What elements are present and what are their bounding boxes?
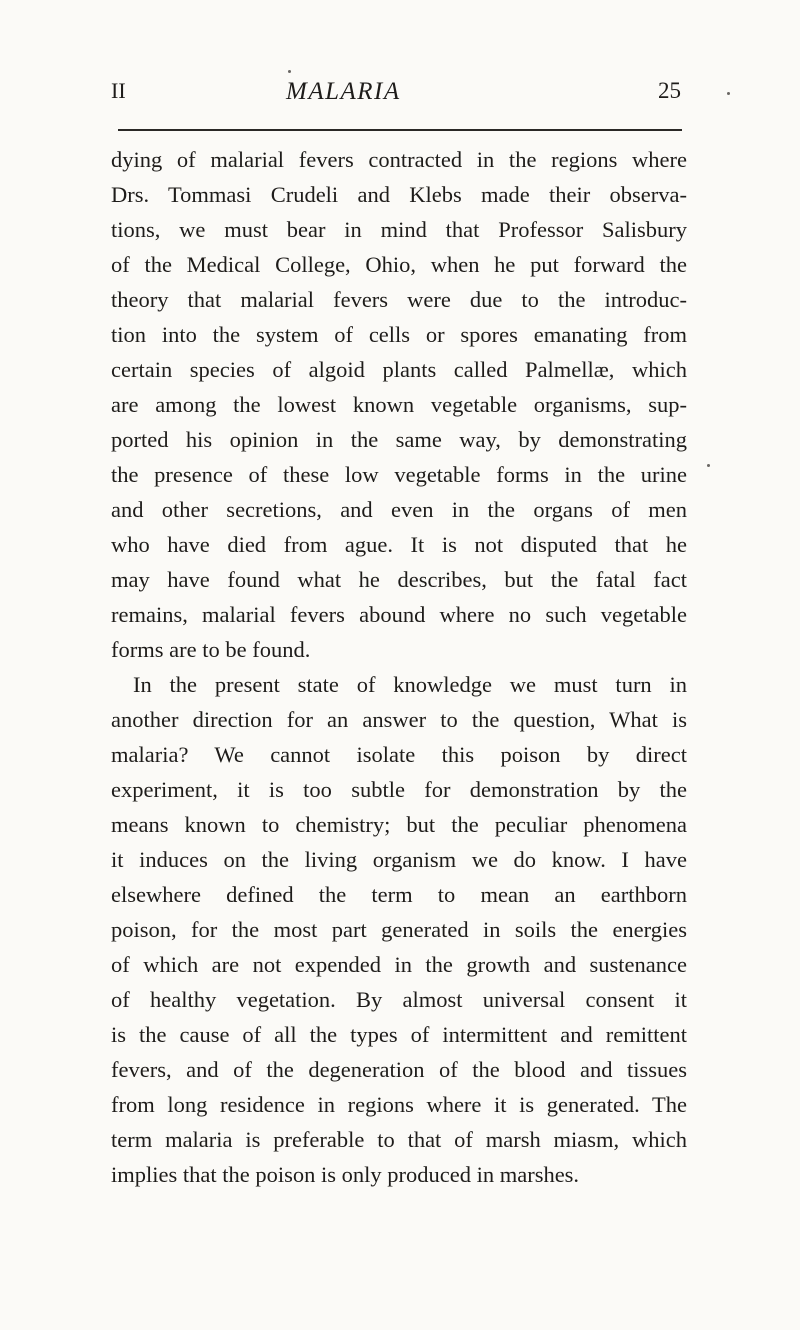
text-line: term malaria is preferable to that of marsh miasm, which	[111, 1127, 687, 1152]
text-line: means known to chemistry; but the peculiar phenomena	[111, 812, 687, 837]
text-line: fevers, and of the degeneration of the blood and tissues	[111, 1057, 687, 1082]
print-speck	[727, 92, 730, 95]
text-line: tions, we must bear in mind that Professor Salisbury	[111, 217, 687, 242]
text-line: of which are not expended in the growth and sustenance	[111, 952, 687, 977]
text-line: and other secretions, and even in the organs of men	[111, 497, 687, 522]
header-rule	[118, 129, 682, 131]
body-text	[111, 142, 687, 1192]
print-speck	[707, 464, 710, 467]
text-line: ported his opinion in the same way, by demonstrating	[111, 427, 687, 452]
text-line: are among the lowest known vegetable organisms, sup-	[111, 392, 687, 417]
text-line: dying of malarial fevers contracted in the regions where	[111, 147, 687, 172]
print-speck	[288, 70, 291, 73]
text-line: forms are to be found.	[111, 637, 311, 662]
text-line: In the present state of knowledge we must turn in	[133, 672, 687, 697]
text-line: from long residence in regions where it is generated. The	[111, 1092, 687, 1117]
running-title: MALARIA	[286, 78, 401, 105]
text-line: poison, for the most part generated in soils the energies	[111, 917, 687, 942]
text-line: is the cause of all the types of intermittent and remittent	[111, 1022, 687, 1047]
text-line: remains, malarial fevers abound where no such vegetable	[111, 602, 687, 627]
text-line: of healthy vegetation. By almost universal consent it	[111, 987, 687, 1012]
text-line: elsewhere defined the term to mean an earthborn	[111, 882, 687, 907]
text-line: theory that malarial fevers were due to the introduc-	[111, 287, 687, 312]
page-number: 25	[658, 78, 681, 103]
text-line: the presence of these low vegetable forms in the urine	[111, 462, 687, 487]
text-line: experiment, it is too subtle for demonstration by the	[111, 777, 687, 802]
text-line: malaria? We cannot isolate this poison by direct	[111, 742, 687, 767]
text-line: may have found what he describes, but the fatal fact	[111, 567, 687, 592]
text-line: Drs. Tommasi Crudeli and Klebs made their observa-	[111, 182, 687, 207]
text-line: who have died from ague. It is not disputed that he	[111, 532, 687, 557]
text-line: another direction for an answer to the question, What is	[111, 707, 687, 732]
text-line: implies that the poison is only produced in marshes.	[111, 1162, 580, 1187]
text-line: it induces on the living organism we do know. I have	[111, 847, 687, 872]
text-line: of the Medical College, Ohio, when he put forward the	[111, 252, 687, 277]
text-line: certain species of algoid plants called Palmellæ, which	[111, 357, 687, 382]
chapter-number: II	[111, 78, 126, 103]
text-line: tion into the system of cells or spores emanating from	[111, 322, 687, 347]
running-head	[111, 78, 681, 118]
